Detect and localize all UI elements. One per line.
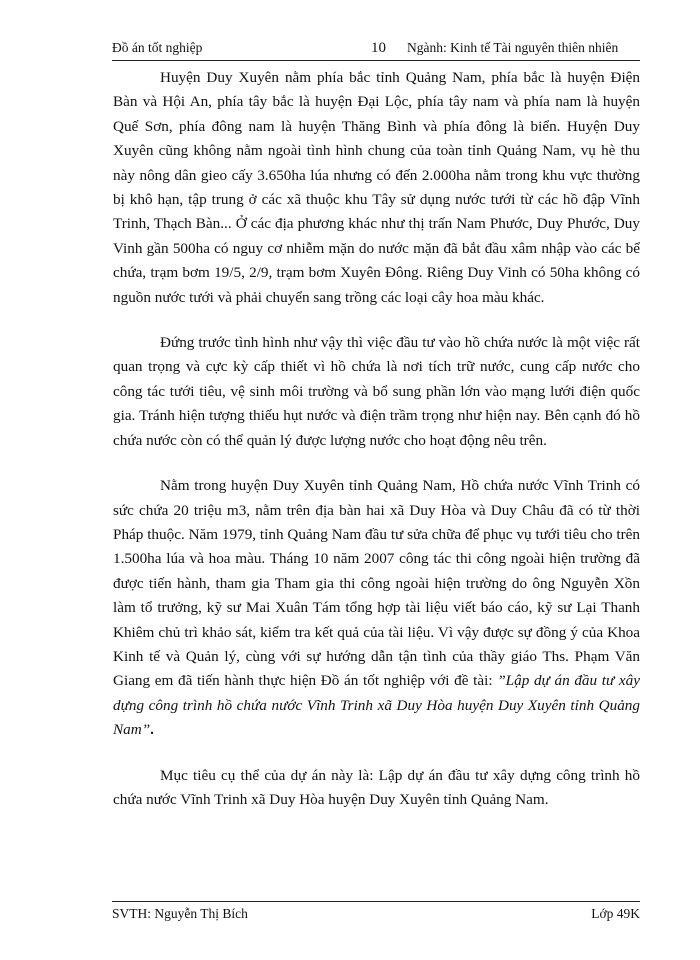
document-body (113, 66, 640, 833)
paragraph-project-background (113, 474, 640, 742)
paragraph-location: Huyện Duy Xuyên nằm phía bắc tỉnh Quảng Nam, phía bắc là huyện Điện Bàn và Hội An, phía tây bắc là huyện Đại Lộc, phía tây nam và phía nam là huyện Quế Sơn, phía đông nam là huyện Thăng Bình và phía đông là biển. Huyện Duy Xuyên cũng không nằm ngoài tình hình chung của toàn tỉnh Quảng Nam, vụ hè thu này nông dân gieo cấy 3.650ha lúa nhưng có đến 2.000ha nằm trong khu vực thường bị khô hạn, tập trung ở các xã thuộc khu Tây sử dụng nước tưới từ các hồ đập Vĩnh Trinh, Thạch Bàn... Ở các địa phương khác như thị trấn Nam Phước, Duy Phước, Duy Vinh gần 500ha có nguy cơ nhiễm mặn do nước mặn đã bắt đầu xâm nhập vào các bể chứa, trạm bơm 19/5, 2/9, trạm bơm Xuyên Đông. Riêng Duy Vinh có 50ha không có nguồn nước tưới và phải chuyển sang trồng các loại cây hoa màu khác. (113, 69, 640, 306)
page-number: 10 (371, 40, 386, 56)
paragraph-objective: Mục tiêu cụ thể của dự án này là: Lập dự án đầu tư xây dựng công trình hồ chứa nước Vĩnh Trinh xã Duy Hòa huyện Duy Xuyên tỉnh Quảng Nam. (113, 766, 640, 808)
thesis-title: ”Lập dự án đầu tư xây dựng công trình hồ chứa nước Vĩnh Trinh xã Duy Hòa huyện Duy Xuyên tỉnh Quảng Nam” (113, 672, 640, 739)
page-footer (112, 901, 640, 926)
footer-class: Lớp 49K (591, 906, 640, 921)
thesis-title-end: . (150, 721, 154, 739)
footer-student: SVTH: Nguyễn Thị Bích (112, 906, 248, 921)
paragraph-importance: Đứng trước tình hình như vậy thì việc đầu tư vào hồ chứa nước là một việc rất quan trọng và cực kỳ cấp thiết vì hồ chứa là nơi tích trữ nước, cung cấp nước cho công tác tưới tiêu, vệ sinh môi trường và bổ sung phần lớn vào mạng lưới điện quốc gia. Tránh hiện tượng thiếu hụt nước và điện trầm trọng như hiện nay. Bên cạnh đó hồ chứa nước còn có thể quản lý được lượng nước cho hoạt động nêu trên. (113, 334, 640, 449)
page-header (112, 38, 640, 61)
header-document-type: Đồ án tốt nghiệp (112, 40, 203, 55)
paragraph-project-text: Nằm trong huyện Duy Xuyên tỉnh Quảng Nam, Hồ chứa nước Vĩnh Trinh có sức chứa 20 triệu m3, nằm trên địa bàn hai xã Duy Hòa và Duy Châu đã có từ thời Pháp thuộc. Năm 1979, tỉnh Quảng Nam đầu tư sửa chữa để phục vụ tưới tiêu cho trên 1.500ha lúa và hoa màu. Tháng 10 năm 2007 công tác thi công ngoài hiện trường đã được tiến hành, tham gia Tham gia thi công ngoài hiện trường do ông Nguyễn Xồn làm tổ trưởng, kỹ sư Mai Xuân Tám tổng hợp tài liệu viết báo cáo, kỹ sư Lại Thanh Khiêm chủ trì khảo sát, kiểm tra kết quả của tài liệu. Vì vậy được sự đồng ý của Khoa Kinh tế và Quản lý, cùng với sự hướng dẫn tận tình của thầy giáo Ths. Phạm Văn Giang em đã tiến hành thực hiện Đồ án tốt nghiệp với đề tài: (113, 477, 640, 690)
header-major: Ngành: Kinh tế Tài nguyên thiên nhiên (407, 40, 619, 55)
